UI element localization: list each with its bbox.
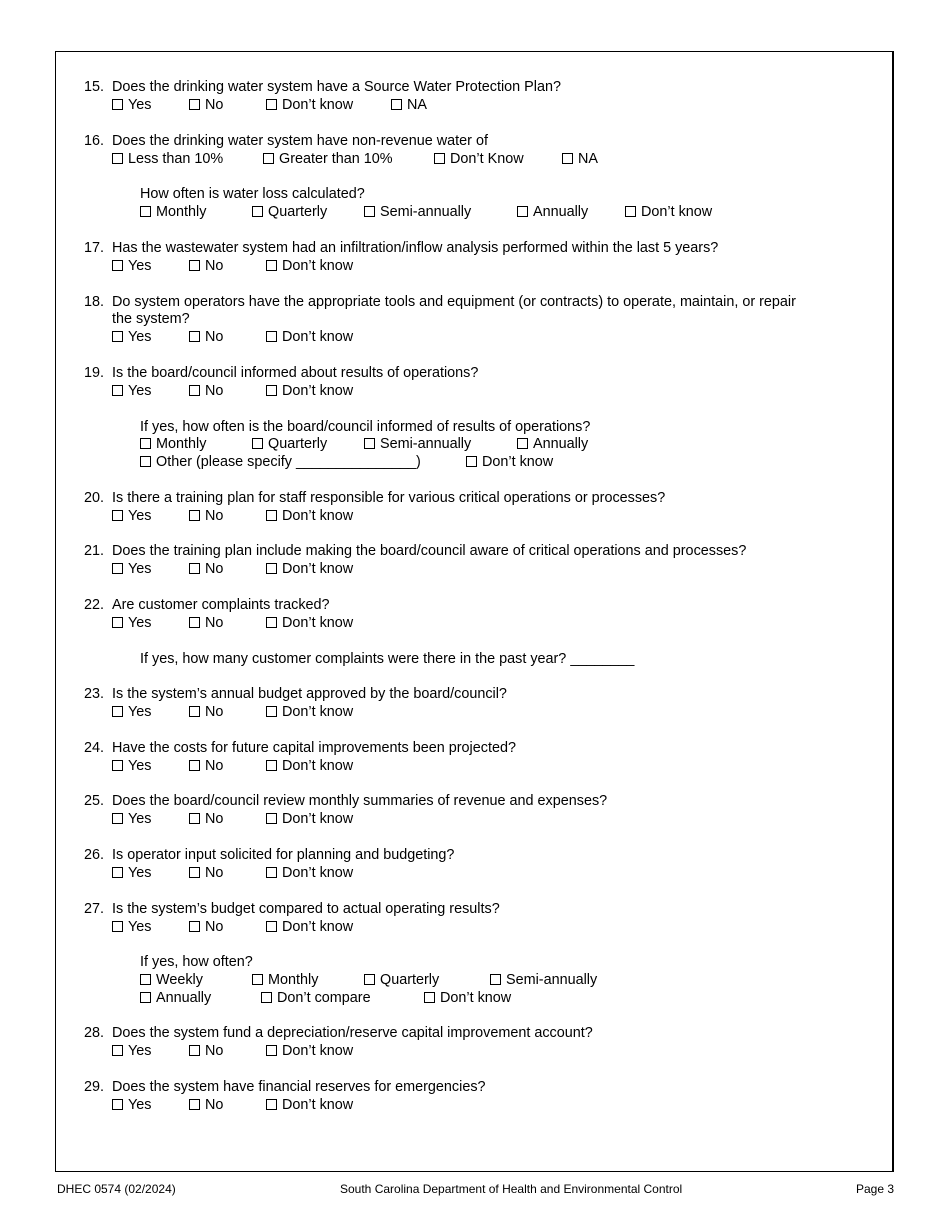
question-number: 16. bbox=[84, 133, 105, 149]
q24-option-no[interactable]: No bbox=[189, 757, 223, 775]
q16-option-greater-than-10[interactable]: Greater than 10% bbox=[263, 150, 393, 168]
question-text: Have the costs for future capital improvements been projected? bbox=[112, 740, 516, 756]
question-text: Has the wastewater system had an infiltration/inflow analysis performed within the last 5 years? bbox=[112, 240, 719, 256]
checkbox[interactable] bbox=[140, 456, 151, 467]
q27-followup-dont-know[interactable]: Don’t know bbox=[424, 989, 511, 1007]
q25-option-no[interactable]: No bbox=[189, 810, 223, 828]
footer-page-number: Page 3 bbox=[856, 1182, 895, 1196]
checkbox[interactable] bbox=[266, 760, 277, 771]
question-26 bbox=[84, 846, 454, 864]
q19-option-yes[interactable]: Yes bbox=[112, 382, 151, 400]
checkbox[interactable] bbox=[466, 456, 477, 467]
question-number: 18. bbox=[84, 294, 105, 310]
q19-followup-dont-know[interactable]: Don’t know bbox=[466, 453, 553, 471]
q16-option-dont-know[interactable]: Don’t Know bbox=[434, 150, 524, 168]
q19-followup-monthly[interactable]: Monthly bbox=[140, 435, 206, 453]
q15-option-yes[interactable]: Yes bbox=[112, 96, 151, 114]
question-text: Does the board/council review monthly summaries of revenue and expenses? bbox=[112, 793, 608, 809]
q27-option-yes[interactable]: Yes bbox=[112, 918, 151, 936]
question-number: 15. bbox=[84, 79, 105, 95]
checkbox[interactable] bbox=[266, 563, 277, 574]
q19-option-dont-know[interactable]: Don’t know bbox=[266, 382, 353, 400]
checkbox[interactable] bbox=[490, 974, 501, 985]
q21-option-dont-know[interactable]: Don’t know bbox=[266, 560, 353, 578]
checkbox[interactable] bbox=[261, 992, 272, 1003]
q22-option-no[interactable]: No bbox=[189, 614, 223, 632]
checkbox[interactable] bbox=[266, 510, 277, 521]
question-number: 19. bbox=[84, 365, 105, 381]
checkbox[interactable] bbox=[112, 1045, 123, 1056]
q21-option-yes[interactable]: Yes bbox=[112, 560, 151, 578]
q17-option-no[interactable]: No bbox=[189, 257, 223, 275]
q16-followup-dont-know[interactable]: Don’t know bbox=[625, 203, 712, 221]
q16-followup-quarterly[interactable]: Quarterly bbox=[252, 203, 327, 221]
question-29 bbox=[84, 1078, 486, 1096]
q28-option-yes[interactable]: Yes bbox=[112, 1042, 151, 1060]
checkbox[interactable] bbox=[189, 867, 200, 878]
question-number: 24. bbox=[84, 740, 105, 756]
q26-option-no[interactable]: No bbox=[189, 864, 223, 882]
q27-followup-dont-compare[interactable]: Don’t compare bbox=[261, 989, 371, 1007]
checkbox[interactable] bbox=[266, 813, 277, 824]
question-number: 17. bbox=[84, 240, 105, 256]
checkbox[interactable] bbox=[364, 206, 375, 217]
question-text: Is the system’s budget compared to actual operating results? bbox=[112, 901, 500, 917]
question-20 bbox=[84, 489, 665, 507]
question-17 bbox=[84, 239, 718, 257]
q22-option-yes[interactable]: Yes bbox=[112, 614, 151, 632]
q16-followup-text: How often is water loss calculated? bbox=[140, 186, 365, 202]
question-28 bbox=[84, 1024, 593, 1042]
checkbox[interactable] bbox=[112, 260, 123, 271]
q16-option-less-than-10[interactable]: Less than 10% bbox=[112, 150, 223, 168]
q28-option-dont-know[interactable]: Don’t know bbox=[266, 1042, 353, 1060]
checkbox[interactable] bbox=[189, 563, 200, 574]
checkbox[interactable] bbox=[252, 206, 263, 217]
q25-option-dont-know[interactable]: Don’t know bbox=[266, 810, 353, 828]
q27-followup-semi-annually[interactable]: Semi-annually bbox=[490, 971, 597, 989]
question-text: Are customer complaints tracked? bbox=[112, 597, 330, 613]
checkbox[interactable] bbox=[189, 331, 200, 342]
q16-followup-semi-annually[interactable]: Semi-annually bbox=[364, 203, 471, 221]
checkbox[interactable] bbox=[189, 99, 200, 110]
checkbox[interactable] bbox=[189, 510, 200, 521]
checkbox[interactable] bbox=[364, 974, 375, 985]
q17-option-dont-know[interactable]: Don’t know bbox=[266, 257, 353, 275]
question-text: Does the training plan include making the board/council aware of critical operations and processes? bbox=[112, 543, 747, 559]
question-27 bbox=[84, 900, 500, 918]
checkbox[interactable] bbox=[112, 563, 123, 574]
question-16 bbox=[84, 132, 488, 150]
q24-option-dont-know[interactable]: Don’t know bbox=[266, 757, 353, 775]
checkbox[interactable] bbox=[266, 331, 277, 342]
checkbox[interactable] bbox=[266, 99, 277, 110]
checkbox[interactable] bbox=[266, 617, 277, 628]
q27-option-dont-know[interactable]: Don’t know bbox=[266, 918, 353, 936]
question-22 bbox=[84, 596, 330, 614]
checkbox[interactable] bbox=[189, 1045, 200, 1056]
question-text: Is operator input solicited for planning and budgeting? bbox=[112, 847, 455, 863]
q16-option-na[interactable]: NA bbox=[562, 150, 598, 168]
checkbox[interactable] bbox=[112, 99, 123, 110]
q29-option-no[interactable]: No bbox=[189, 1096, 223, 1114]
question-number: 26. bbox=[84, 847, 105, 863]
q19-option-no[interactable]: No bbox=[189, 382, 223, 400]
q19-followup-quarterly[interactable]: Quarterly bbox=[252, 435, 327, 453]
q18-option-dont-know[interactable]: Don’t know bbox=[266, 328, 353, 346]
checkbox[interactable] bbox=[562, 153, 573, 164]
q26-option-dont-know[interactable]: Don’t know bbox=[266, 864, 353, 882]
checkbox[interactable] bbox=[266, 921, 277, 932]
checkbox[interactable] bbox=[112, 706, 123, 717]
checkbox[interactable] bbox=[189, 617, 200, 628]
q29-option-yes[interactable]: Yes bbox=[112, 1096, 151, 1114]
q19-followup-annually[interactable]: Annually bbox=[517, 435, 588, 453]
q20-option-yes[interactable]: Yes bbox=[112, 507, 151, 525]
question-text: Does the drinking water system have a Source Water Protection Plan? bbox=[112, 79, 561, 95]
q15-option-dont-know[interactable]: Don’t know bbox=[266, 96, 353, 114]
checkbox[interactable] bbox=[517, 438, 528, 449]
checkbox[interactable] bbox=[189, 260, 200, 271]
q26-option-yes[interactable]: Yes bbox=[112, 864, 151, 882]
q27-followup-monthly[interactable]: Monthly bbox=[252, 971, 318, 989]
q23-option-dont-know[interactable]: Don’t know bbox=[266, 703, 353, 721]
checkbox[interactable] bbox=[266, 1045, 277, 1056]
question-text: Is the system’s annual budget approved by the board/council? bbox=[112, 686, 507, 702]
checkbox[interactable] bbox=[189, 760, 200, 771]
question-text: Does the drinking water system have non-revenue water of bbox=[112, 133, 488, 149]
question-25 bbox=[84, 792, 607, 810]
checkbox[interactable] bbox=[112, 331, 123, 342]
checkbox[interactable] bbox=[266, 260, 277, 271]
checkbox[interactable] bbox=[364, 438, 375, 449]
question-number: 28. bbox=[84, 1025, 105, 1041]
question-24 bbox=[84, 739, 516, 757]
checkbox[interactable] bbox=[112, 385, 123, 396]
q25-option-yes[interactable]: Yes bbox=[112, 810, 151, 828]
q22-option-dont-know[interactable]: Don’t know bbox=[266, 614, 353, 632]
question-number: 27. bbox=[84, 901, 105, 917]
q24-option-yes[interactable]: Yes bbox=[112, 757, 151, 775]
question-text: Does the system fund a depreciation/reserve capital improvement account? bbox=[112, 1025, 593, 1041]
checkbox[interactable] bbox=[112, 921, 123, 932]
question-number: 21. bbox=[84, 543, 105, 559]
q17-option-yes[interactable]: Yes bbox=[112, 257, 151, 275]
question-number: 22. bbox=[84, 597, 105, 613]
checkbox[interactable] bbox=[266, 385, 277, 396]
q20-option-dont-know[interactable]: Don’t know bbox=[266, 507, 353, 525]
question-15 bbox=[84, 78, 561, 96]
checkbox[interactable] bbox=[189, 385, 200, 396]
q16-followup-monthly[interactable]: Monthly bbox=[140, 203, 206, 221]
q19-followup-other[interactable]: Other (please specify _______________) bbox=[140, 453, 421, 471]
checkbox[interactable] bbox=[266, 706, 277, 717]
q29-option-dont-know[interactable]: Don’t know bbox=[266, 1096, 353, 1114]
q18-option-yes[interactable]: Yes bbox=[112, 328, 151, 346]
q19-followup-text: If yes, how often is the board/council informed of results of operations? bbox=[140, 419, 591, 435]
question-number: 29. bbox=[84, 1079, 105, 1095]
q23-option-yes[interactable]: Yes bbox=[112, 703, 151, 721]
q27-followup-annually[interactable]: Annually bbox=[140, 989, 211, 1007]
checkbox[interactable] bbox=[263, 153, 274, 164]
q15-option-na[interactable]: NA bbox=[391, 96, 427, 114]
checkbox[interactable] bbox=[140, 992, 151, 1003]
checkbox[interactable] bbox=[112, 867, 123, 878]
checkbox[interactable] bbox=[266, 1099, 277, 1110]
question-18 bbox=[84, 293, 796, 311]
q22-followup-text[interactable]: If yes, how many customer complaints were there in the past year? ________ bbox=[140, 651, 635, 667]
question-23 bbox=[84, 685, 507, 703]
checkbox[interactable] bbox=[252, 438, 263, 449]
q19-followup-semi-annually[interactable]: Semi-annually bbox=[364, 435, 471, 453]
q18-option-no[interactable]: No bbox=[189, 328, 223, 346]
checkbox[interactable] bbox=[112, 1099, 123, 1110]
checkbox[interactable] bbox=[625, 206, 636, 217]
checkbox[interactable] bbox=[140, 206, 151, 217]
question-text: Is the board/council informed about results of operations? bbox=[112, 365, 479, 381]
q27-followup-quarterly[interactable]: Quarterly bbox=[364, 971, 439, 989]
question-text: Do system operators have the appropriate tools and equipment (or contracts) to operate, maintain, or repair bbox=[112, 294, 796, 310]
q28-option-no[interactable]: No bbox=[189, 1042, 223, 1060]
checkbox[interactable] bbox=[189, 921, 200, 932]
checkbox[interactable] bbox=[112, 813, 123, 824]
checkbox[interactable] bbox=[112, 760, 123, 771]
q27-option-no[interactable]: No bbox=[189, 918, 223, 936]
checkbox[interactable] bbox=[252, 974, 263, 985]
checkbox[interactable] bbox=[189, 706, 200, 717]
checkbox[interactable] bbox=[517, 206, 528, 217]
q16-followup-annually[interactable]: Annually bbox=[517, 203, 588, 221]
checkbox[interactable] bbox=[434, 153, 445, 164]
checkbox[interactable] bbox=[140, 974, 151, 985]
checkbox[interactable] bbox=[266, 867, 277, 878]
checkbox[interactable] bbox=[112, 617, 123, 628]
checkbox[interactable] bbox=[424, 992, 435, 1003]
checkbox[interactable] bbox=[391, 99, 402, 110]
checkbox[interactable] bbox=[189, 1099, 200, 1110]
q15-option-no[interactable]: No bbox=[189, 96, 223, 114]
q27-followup-text: If yes, how often? bbox=[140, 954, 253, 970]
checkbox[interactable] bbox=[112, 153, 123, 164]
question-text: Does the system have financial reserves for emergencies? bbox=[112, 1079, 486, 1095]
q20-option-no[interactable]: No bbox=[189, 507, 223, 525]
q23-option-no[interactable]: No bbox=[189, 703, 223, 721]
question-18-text-continued: the system? bbox=[112, 311, 190, 327]
checkbox[interactable] bbox=[140, 438, 151, 449]
checkbox[interactable] bbox=[189, 813, 200, 824]
question-number: 20. bbox=[84, 490, 105, 506]
q21-option-no[interactable]: No bbox=[189, 560, 223, 578]
q27-followup-weekly[interactable]: Weekly bbox=[140, 971, 203, 989]
question-number: 23. bbox=[84, 686, 105, 702]
question-number: 25. bbox=[84, 793, 105, 809]
question-21 bbox=[84, 542, 746, 560]
footer-agency: South Carolina Department of Health and Environmental Control bbox=[340, 1182, 683, 1196]
footer-form-id: DHEC 0574 (02/2024) bbox=[57, 1182, 176, 1196]
question-19 bbox=[84, 364, 478, 382]
checkbox[interactable] bbox=[112, 510, 123, 521]
question-text: Is there a training plan for staff responsible for various critical operations or processes? bbox=[112, 490, 666, 506]
